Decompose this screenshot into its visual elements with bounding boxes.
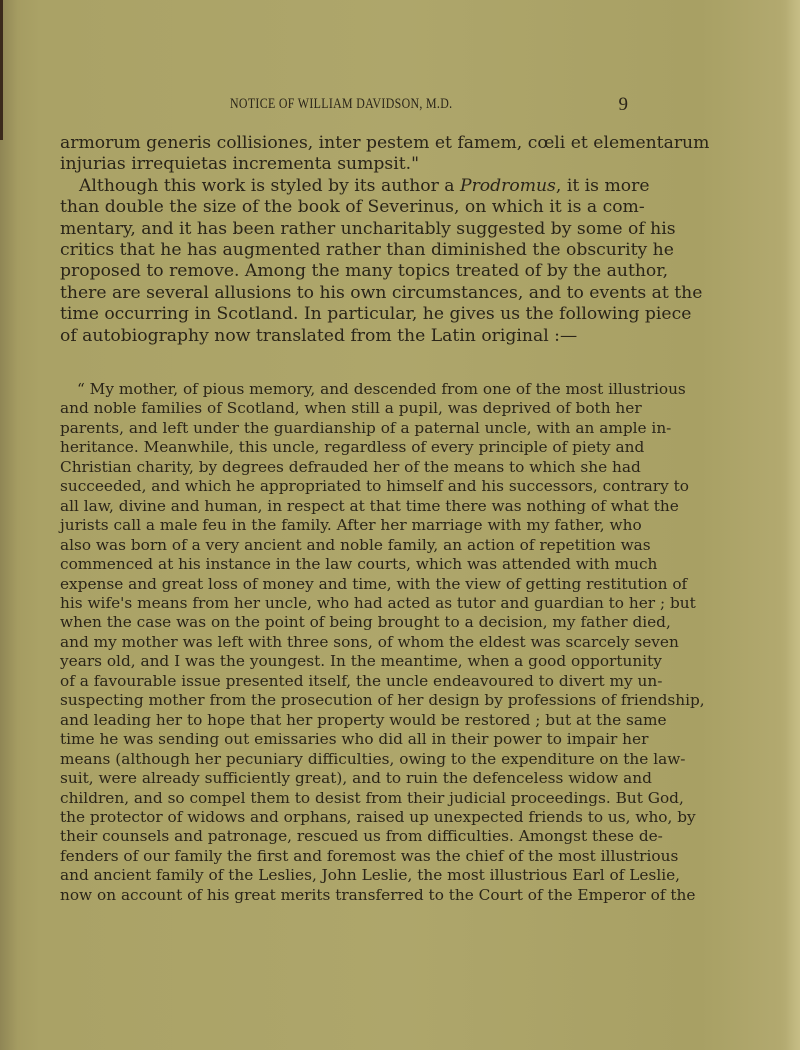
text-line: of autobiography now translated from the Latin original :— (60, 325, 578, 346)
text-line: time occurring in Scotland. In particular, he gives us the following piece (60, 304, 692, 325)
page-number: 9 (618, 94, 628, 115)
text-line: jurists call a male feu in the family. After her marriage with my father, who (60, 516, 642, 535)
text-line (60, 175, 650, 197)
text-line: the protector of widows and orphans, raised up unexpected friends to us, who, by (60, 807, 696, 826)
running-head: NOTICE OF WILLIAM DAVIDSON, M.D. (230, 96, 453, 112)
text-line: “ My mother, of pious memory, and descended from one of the most illustrious (77, 380, 686, 398)
text-line: proposed to remove. Among the many topics treated of by the author, (60, 261, 669, 282)
text-segment: , it is more (555, 175, 650, 196)
book-title-prodromus: Prodromus (460, 175, 556, 196)
text-line: fenders of our family the first and foremost was the chief of the most illustrious (60, 846, 679, 865)
text-line: years old, and I was the youngest. In the meantime, when a good opportunity (60, 652, 662, 671)
text-line: time he was sending out emissaries who did all in their power to impair her (60, 730, 649, 749)
text-line: of a favourable issue presented itself, the uncle endeavoured to divert my un- (60, 671, 663, 690)
text-segment: Although this work is styled by its author a (79, 175, 460, 196)
text-line: suit, were already sufficiently great), and to ruin the defenceless widow and (60, 769, 652, 788)
text-line: succeeded, and which he appropriated to himself and his successors, contrary to (60, 477, 689, 496)
text-line: expense and great loss of money and time, with the view of getting restitution of (60, 574, 688, 593)
text-line: and leading her to hope that her property would be restored ; but at the same (60, 710, 667, 729)
text-line: when the case was on the point of being brought to a decision, my father died, (60, 613, 671, 632)
text-line: and my mother was left with three sons, of whom the eldest was scarcely seven (60, 632, 679, 651)
text-line: mentary, and it has been rather uncharitably suggested by some of his (60, 218, 676, 239)
book-binding-edge (0, 0, 3, 140)
translated-quotation (60, 380, 705, 905)
text-line: than double the size of the book of Severinus, on which it is a com- (60, 197, 645, 218)
text-line: children, and so compel them to desist from their judicial proceedings. But God, (60, 788, 684, 807)
text-line: there are several allusions to his own circumstances, and to events at the (60, 282, 703, 303)
text-line: now on account of his great merits transferred to the Court of the Emperor of the (60, 885, 696, 904)
text-line: and noble families of Scotland, when still a pupil, was deprived of both her (60, 399, 642, 418)
text-line: critics that he has augmented rather than diminished the obscurity he (60, 240, 674, 261)
text-line: armorum generis collisiones, inter pestem et famem, cœli et elementarum (60, 133, 710, 153)
text-line: Christian charity, by degrees defrauded her of the means to which she had (60, 457, 641, 476)
text-line: their counsels and patronage, rescued us from difficulties. Amongst these de- (60, 827, 663, 846)
text-line: his wife's means from her uncle, who had acted as tutor and guardian to her ; but (60, 593, 696, 612)
intro-paragraphs (60, 133, 710, 347)
page-edge (786, 0, 800, 1050)
text-line: parents, and left under the guardianship of a paternal uncle, with an ample in- (60, 418, 672, 437)
text-line: heritance. Meanwhile, this uncle, regardless of every principle of piety and (60, 438, 645, 457)
page-header (60, 96, 628, 118)
text-line: suspecting mother from the prosecution of her design by professions of friendship, (60, 691, 705, 710)
text-line: also was born of a very ancient and noble family, an action of repetition was (60, 535, 651, 554)
text-line: all law, divine and human, in respect at that time there was nothing of what the (60, 496, 679, 515)
text-line: commenced at his instance in the law courts, which was attended with much (60, 555, 658, 574)
text-line: and ancient family of the Leslies, John Leslie, the most illustrious Earl of Leslie, (60, 866, 681, 885)
text-line: injurias irrequietas incrementa sumpsit." (60, 154, 420, 175)
text-line: means (although her pecuniary difficulties, owing to the expenditure on the law- (60, 749, 686, 768)
